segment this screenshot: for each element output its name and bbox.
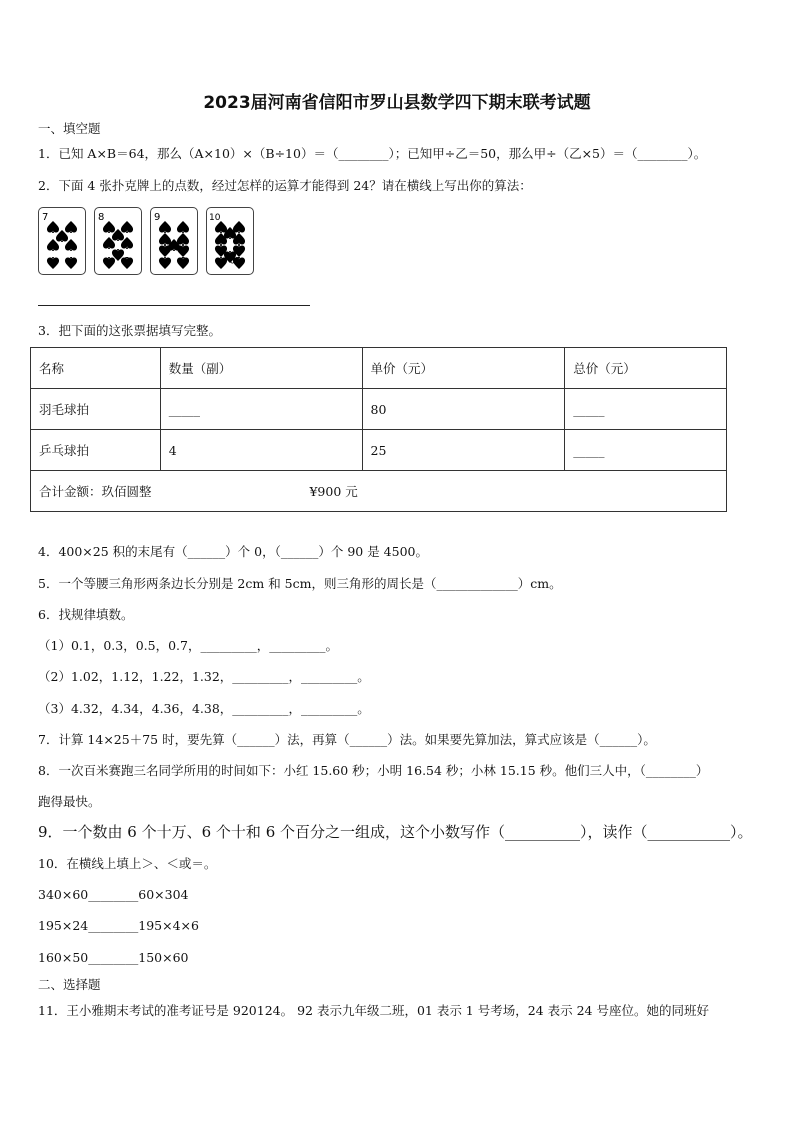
spade-icon xyxy=(39,208,85,274)
card-8-spade xyxy=(94,207,142,275)
question-6-3: （3）4.32，4.34，4.36，4.38，_________，_________。 xyxy=(38,701,370,716)
table-row xyxy=(31,430,727,471)
table-header-cell: 数量（副） xyxy=(160,348,362,389)
table-row xyxy=(31,389,727,430)
poker-cards xyxy=(38,207,254,275)
question-10-2: 195×24________195×4×6 xyxy=(38,918,199,933)
spade-icon xyxy=(95,208,141,274)
card-9-spade xyxy=(150,207,198,275)
table-header-row xyxy=(31,348,727,389)
question-9: 9．一个数由 6 个十万、6 个十和 6 个百分之一组成，这个小数写作（__________），读作（___________）。 xyxy=(38,823,753,841)
table-header-cell: 总价（元） xyxy=(565,348,727,389)
question-10-1: 340×60________60×304 xyxy=(38,887,189,902)
svg-text:10: 10 xyxy=(209,213,221,223)
question-7: 7．计算 14×25＋75 时，要先算（______）法，再算（______）法。如果要先算加法，算式应该是（______）。 xyxy=(38,732,656,747)
svg-text:7: 7 xyxy=(42,212,49,223)
bill-table xyxy=(30,347,727,512)
question-10-3: 160×50________150×60 xyxy=(38,950,189,965)
table-cell: 4 xyxy=(160,430,362,471)
question-3: 3．把下面的这张票据填写完整。 xyxy=(38,323,221,338)
table-header-cell: 单价（元） xyxy=(362,348,565,389)
table-total-row xyxy=(31,471,727,512)
table-cell: 乒乓球拍 xyxy=(31,430,161,471)
table-header-cell: 名称 xyxy=(31,348,161,389)
card-10-spade xyxy=(206,207,254,275)
question-4: 4．400×25 积的末尾有（______）个 0，（______）个 90 是 4500。 xyxy=(38,544,428,559)
answer-line[interactable] xyxy=(38,305,310,306)
table-cell: 羽毛球拍 xyxy=(31,389,161,430)
table-cell: 25 xyxy=(362,430,565,471)
card-7-spade xyxy=(38,207,86,275)
page-title: 2023届河南省信阳市罗山县数学四下期末联考试题 xyxy=(203,93,591,113)
table-total-cell xyxy=(31,471,727,512)
question-2: 2．下面 4 张扑克牌上的点数，经过怎样的运算才能得到 24？请在横线上写出你的算法： xyxy=(38,178,532,193)
question-5: 5．一个等腰三角形两条边长分别是 2cm 和 5cm，则三角形的周长是（_____________）cm。 xyxy=(38,576,562,591)
question-8-cont: 跑得最快。 xyxy=(38,794,101,809)
table-cell-blank[interactable]: _____ xyxy=(160,389,362,430)
question-6-1: （1）0.1，0.3，0.5，0.7，_________，_________。 xyxy=(38,638,338,653)
spade-icon xyxy=(207,208,253,274)
spade-icon xyxy=(151,208,197,274)
table-cell-blank[interactable]: _____ xyxy=(565,430,727,471)
table-cell: 80 xyxy=(362,389,565,430)
question-6: 6．找规律填数。 xyxy=(38,607,134,622)
svg-text:9: 9 xyxy=(154,212,161,223)
question-11: 11．王小雅期末考试的准考证号是 920124。 92 表示九年级二班，01 表示 1 号考场，24 表示 24 号座位。她的同班好 xyxy=(38,1003,709,1018)
question-6-2: （2）1.02，1.12，1.22，1.32，_________，_________。 xyxy=(38,669,370,684)
question-10: 10．在横线上填上＞、＜或＝。 xyxy=(38,856,217,871)
total-label: 合计金额：玖佰圆整 xyxy=(39,484,152,499)
question-8: 8．一次百米赛跑三名同学所用的时间如下：小红 15.60 秒；小明 16.54 秒；小林 15.15 秒。他们三人中，（________） xyxy=(38,763,709,778)
section-choice: 二、选择题 xyxy=(38,977,101,992)
total-value: ¥900 元 xyxy=(309,484,358,499)
table-cell-blank[interactable]: _____ xyxy=(565,389,727,430)
section-fill-blank: 一、填空题 xyxy=(38,121,101,136)
question-1: 1．已知 A×B＝64，那么（A×10）×（B÷10）＝（________）；已知甲÷乙＝50，那么甲÷（乙×5）＝（________）。 xyxy=(38,146,707,161)
svg-text:8: 8 xyxy=(98,212,105,223)
